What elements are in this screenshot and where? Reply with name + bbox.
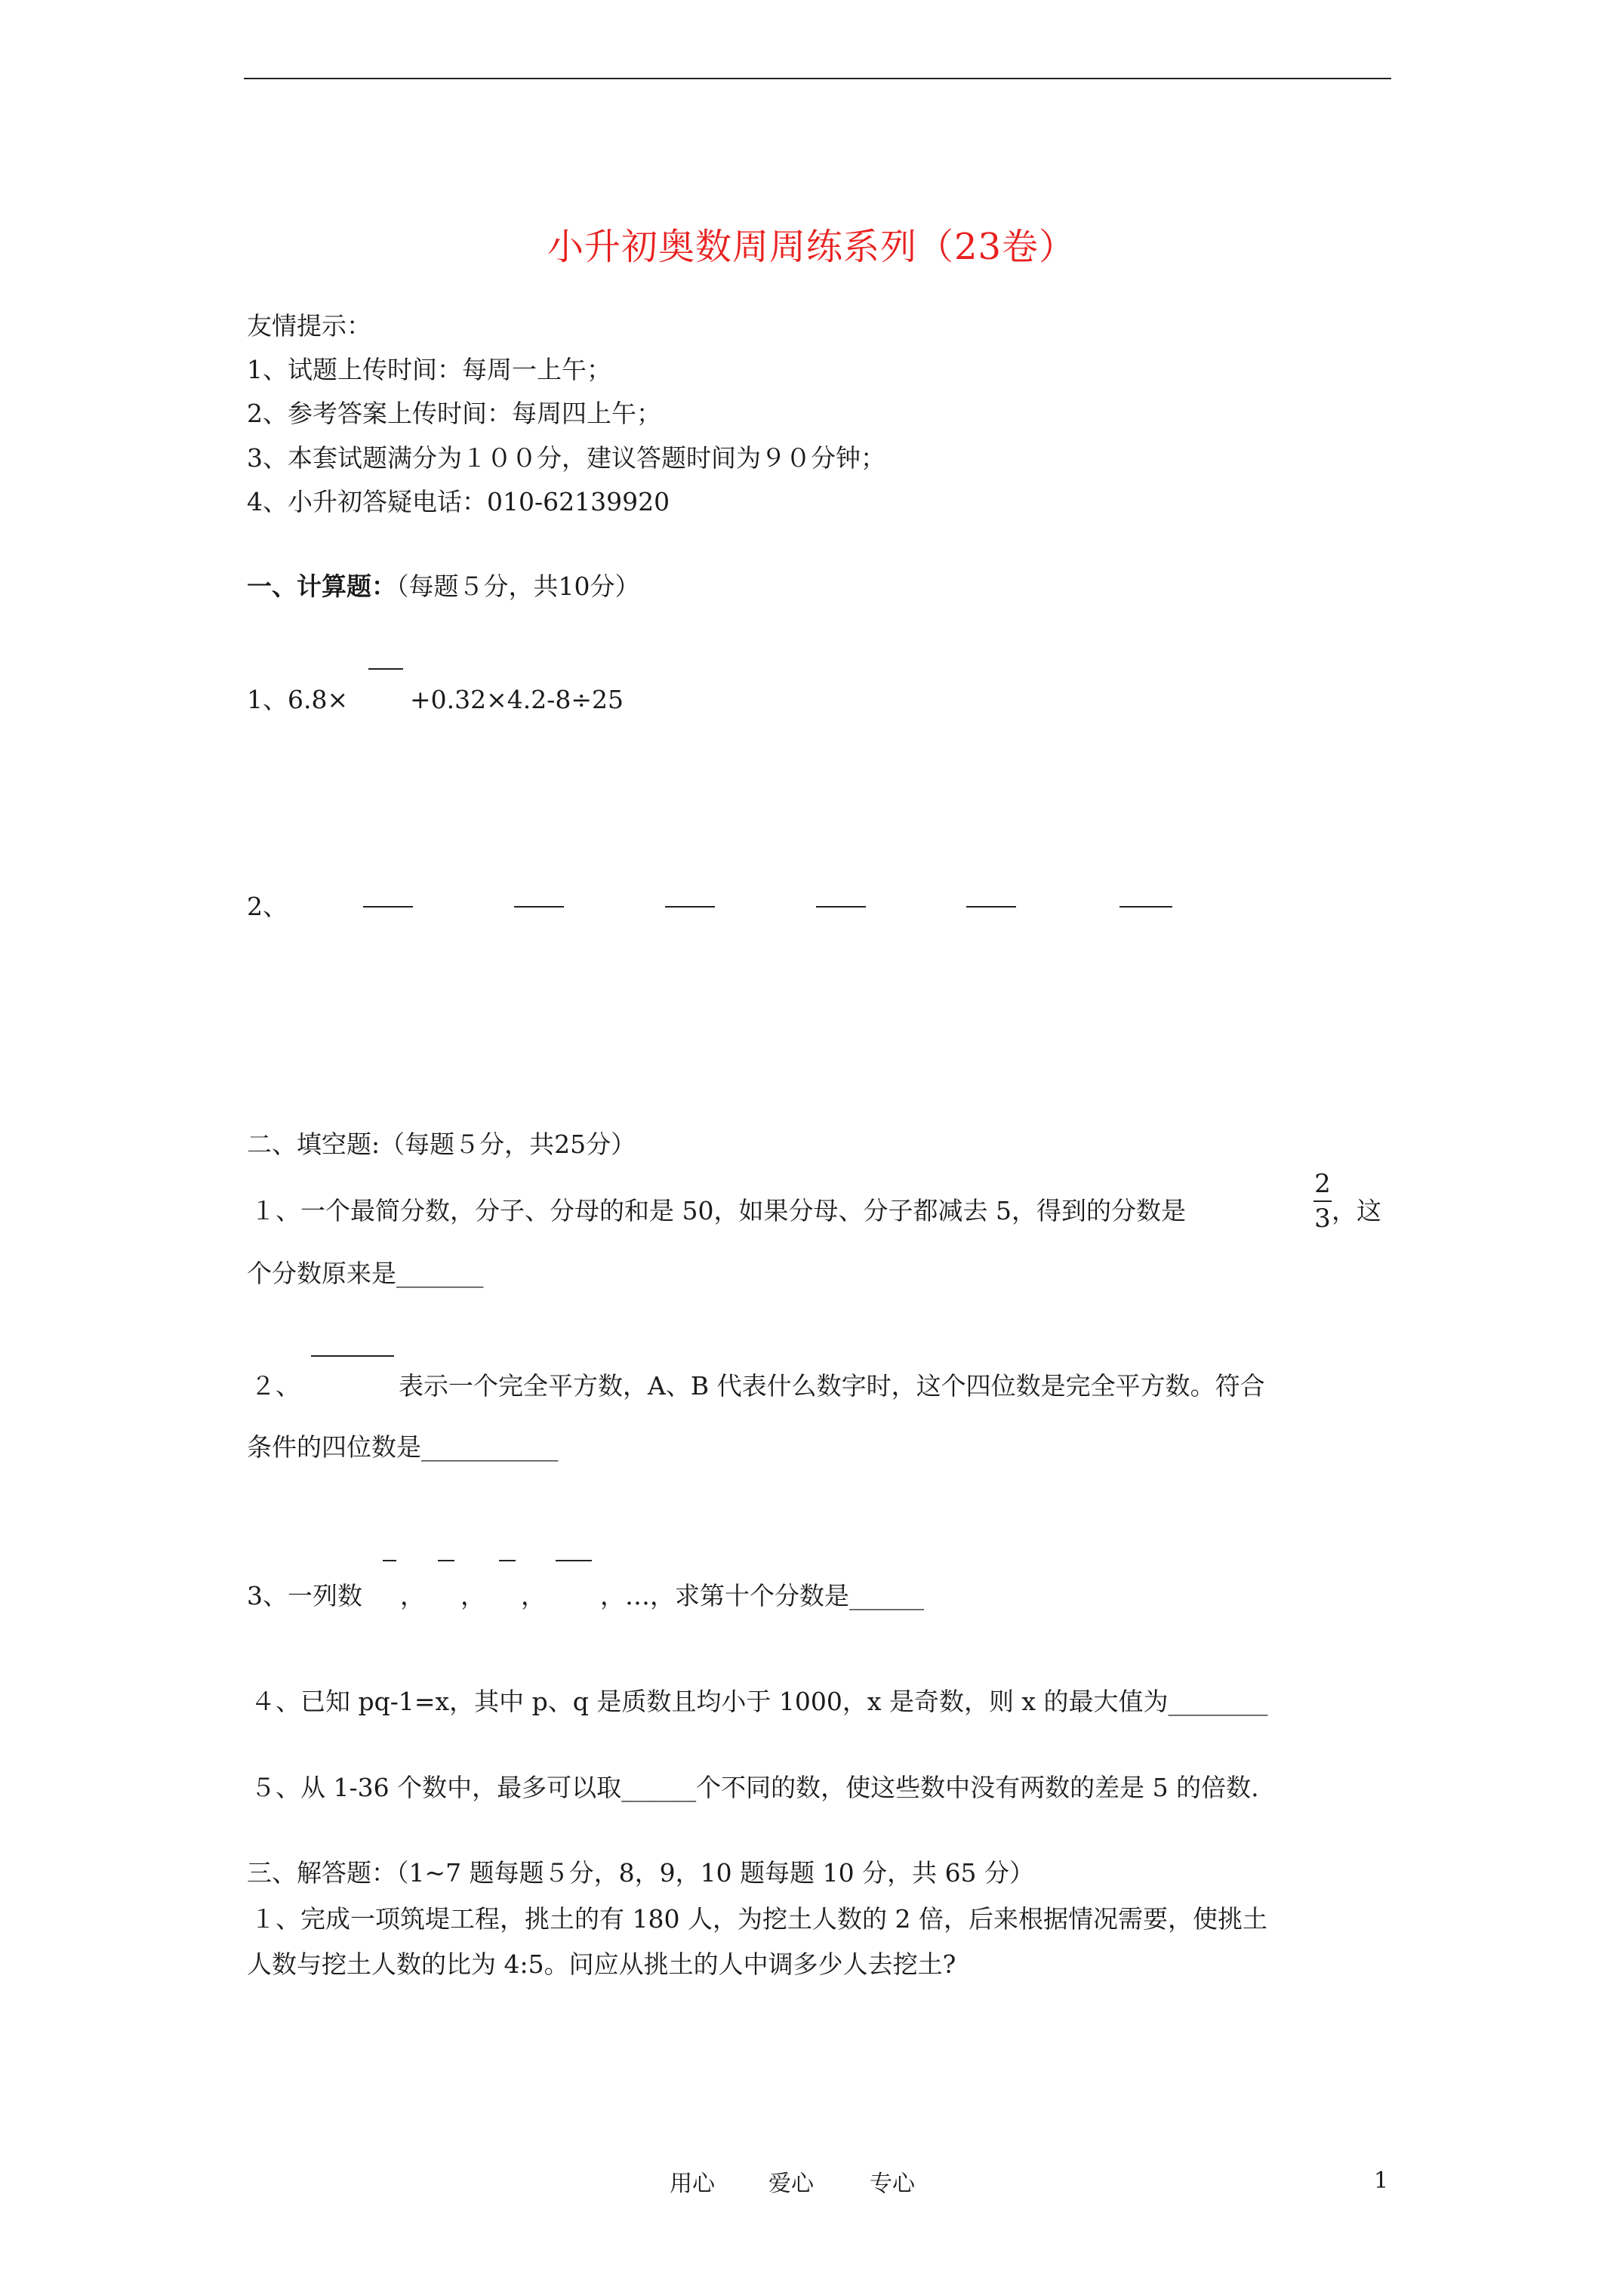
s1-q2-prefix: 2、 <box>247 892 288 921</box>
s3-q1-line1: １、完成一项筑堤工程，挑土的有 180 人，为挖土人数的 2 倍，后来根据情况需要，使挑土 <box>251 1904 1267 1934</box>
s1-q1-rest: +0.32×4.2-8÷25 <box>410 685 624 714</box>
s2-q3-tail: ，…，求第十个分数是______ <box>600 1581 924 1610</box>
notice-item-1: 1、试题上传时间：每周一上午； <box>247 355 611 384</box>
section1-score: （每题５分，共10分） <box>396 572 640 601</box>
footer-slogan-2: 爱心 <box>768 2171 814 2197</box>
s3-q1-line2: 人数与挖土人数的比为 4:5。问应从挑土的人中调多少人去挖土? <box>247 1949 956 1979</box>
fraction-bar-4 <box>816 906 866 908</box>
section2-heading: 二、填空题:（每题５分，共25分） <box>247 1130 636 1159</box>
page-title: 小升初奥数周周练系列（23卷） <box>547 226 1076 268</box>
s2-q4: ４、已知 pq-1=x，其中 p、q 是质数且均小于 1000，x 是奇数，则 x 的最大值为________ <box>251 1687 1268 1716</box>
fraction-bar-5 <box>966 906 1016 908</box>
fraction-numerator: 2 <box>1314 1169 1331 1199</box>
s2-q1-after: ，这 <box>1332 1196 1381 1225</box>
fraction-bar-6 <box>1119 906 1172 908</box>
footer-slogan-3: 专心 <box>870 2171 915 2197</box>
notice-item-4: 4、小升初答疑电话：010-62139920 <box>247 487 670 516</box>
section1-number: 一、 <box>247 572 297 601</box>
footer-slogan-1: 用心 <box>670 2171 715 2197</box>
notice-item-2: 2、参考答案上传时间：每周四上午； <box>247 399 661 428</box>
overline-mark <box>368 668 403 670</box>
s2-q1-text: １、一个最简分数，分子、分母的和是 50，如果分母、分子都减去 5，得到的分数是 <box>251 1196 1186 1225</box>
section1-name: 计算题： <box>297 572 396 601</box>
s2-q1-line2: 个分数原来是_______ <box>247 1259 484 1288</box>
fraction-bar-2 <box>514 906 564 908</box>
fraction-bar-seq-1 <box>383 1560 396 1561</box>
fraction-line <box>1313 1200 1332 1202</box>
section3-heading: 三、解答题：（1~7 题每题５分，8，9，10 题每题 10 分，共 65 分） <box>247 1858 1035 1888</box>
s2-q2-prefix: ２、 <box>251 1371 300 1401</box>
page-number: 1 <box>1374 2168 1389 2194</box>
s2-q2-line2: 条件的四位数是___________ <box>247 1432 559 1462</box>
s2-q3-comma-2: ， <box>460 1581 485 1610</box>
fraction-bar-seq-2 <box>438 1560 454 1561</box>
s2-q3-prefix: 3、一列数 <box>247 1581 362 1610</box>
fraction-bar-seq-4 <box>556 1560 592 1561</box>
s2-q2-text: 表示一个完全平方数，A、B 代表什么数字时，这个四位数是完全平方数。符合 <box>399 1371 1265 1401</box>
s2-q3-comma-3: ， <box>521 1581 546 1610</box>
s2-q5: ５、从 1-36 个数中，最多可以取______个不同的数，使这些数中没有两数的差是 5 的倍数. <box>251 1773 1259 1802</box>
fraction-denominator: 3 <box>1314 1203 1331 1234</box>
notice-item-3: 3、本套试题满分为１００分，建议答题时间为９０分钟； <box>247 443 885 473</box>
fraction-two-thirds <box>1313 1169 1332 1234</box>
fraction-bar-seq-3 <box>499 1560 516 1561</box>
overline-number <box>311 1355 394 1357</box>
fraction-bar-3 <box>665 906 715 908</box>
header-rule <box>244 78 1391 79</box>
notice-heading: 友情提示： <box>247 311 371 341</box>
s2-q3-comma-1: ， <box>400 1581 425 1610</box>
s1-q1-prefix: 1、6.8× <box>247 685 349 714</box>
fraction-bar-1 <box>363 906 413 908</box>
section1-heading <box>247 572 640 602</box>
